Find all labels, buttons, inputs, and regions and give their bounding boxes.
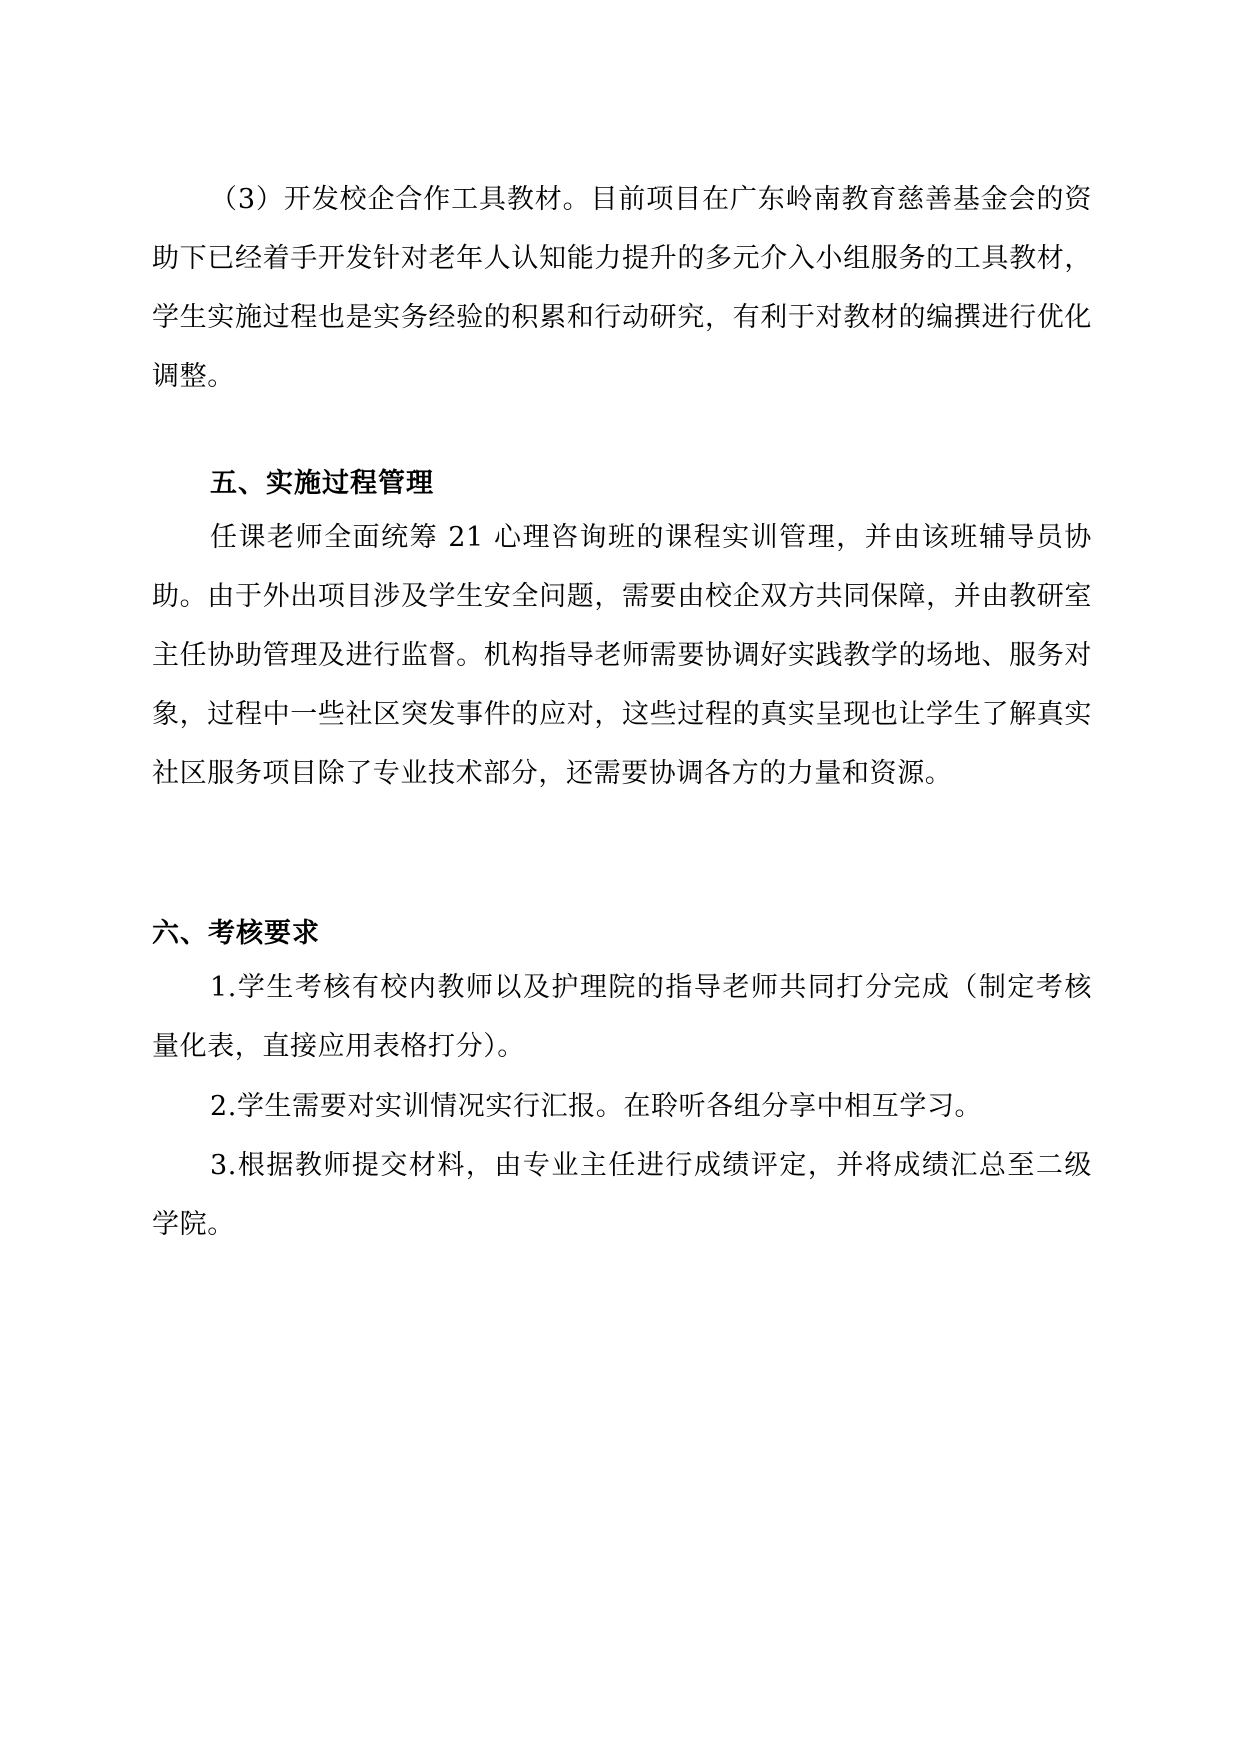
section-heading-assessment: 六、考核要求 [152, 918, 320, 949]
assessment-item-1: 1.学生考核有校内教师以及护理院的指导老师共同打分完成（制定考核量化表，直接应用表格打分）。 [152, 972, 1092, 1062]
paragraph-toolkit-materials: （3）开发校企合作工具教材。目前项目在广东岭南教育慈善基金会的资助下已经着手开发针对老年人认知能力提升的多元介入小组服务的工具教材，学生实施过程也是实务经验的积累和行动研究，有利于对教材的编撰进行优化调整。 [152, 184, 1092, 392]
assessment-item-3: 3.根据教师提交材料，由专业主任进行成绩评定，并将成绩汇总至二级学院。 [152, 1150, 1092, 1240]
section-heading-process-management: 五、实施过程管理 [210, 468, 434, 499]
paragraph-process-management: 任课老师全面统筹 21 心理咨询班的课程实训管理，并由该班辅导员协助。由于外出项目涉及学生安全问题，需要由校企双方共同保障，并由教研室主任协助管理及进行监督。机构指导老师需要协调好实践教学的场地、服务对象，过程中一些社区突发事件的应对，这些过程的真实呈现也让学生了解真实社区服务项目除了专业技术部分，还需要协调各方的力量和资源。 [152, 522, 1092, 789]
assessment-item-2: 2.学生需要对实训情况实行汇报。在聆听各组分享中相互学习。 [210, 1091, 983, 1122]
